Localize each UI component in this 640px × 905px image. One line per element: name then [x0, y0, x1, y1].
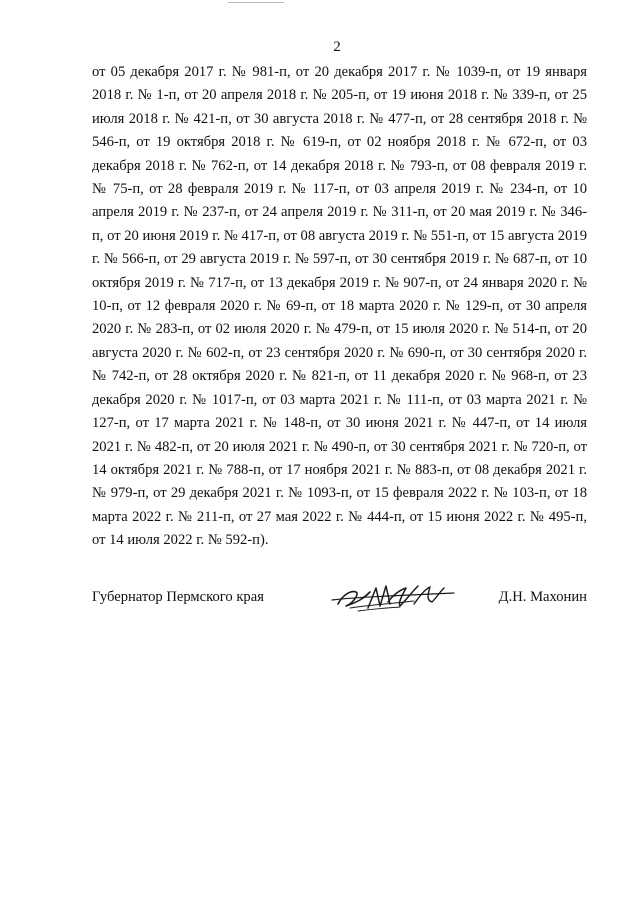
signer-title: Губернатор Пермского края	[92, 589, 264, 605]
top-edge-mark	[228, 2, 284, 3]
body-paragraph: от 05 декабря 2017 г. № 981-п, от 20 декабря 2017 г. № 1039-п, от 19 января 2018 г. № 1-п, от 20 апреля 2018 г. № 205-п, от 19 июня 2018 г. № 339-п, от 25 июля 2018 г. № 421-п, от 30 августа 2018 г. № 477-п, от 28 сентября 2018 г. № 546-п, от 19 октября 2018 г. № 619-п, от 02 ноября 2018 г. № 672-п, от 03 декабря 2018 г. № 762-п, от 14 декабря 2018 г. № 793-п, от 08 февраля 2019 г. № 75-п, от 28 февраля 2019 г. № 117-п, от 03 апреля 2019 г. № 234-п, от 10 апреля 2019 г. № 237-п, от 24 апреля 2019 г. № 311-п, от 20 мая 2019 г. № 346-п, от 20 июня 2019 г. № 417-п, от 08 августа 2019 г. № 551-п, от 15 августа 2019 г. № 566-п, от 29 августа 2019 г. № 597-п, от 30 сентября 2019 г. № 687-п, от 10 октября 2019 г. № 717-п, от 13 декабря 2019 г. № 907-п, от 24 января 2020 г. № 10-п, от 12 февраля 2020 г. № 69-п, от 18 марта 2020 г. № 129-п, от 30 апреля 2020 г. № 283-п, от 02 июля 2020 г. № 479-п, от 15 июля 2020 г. № 514-п, от 20 августа 2020 г. № 602-п, от 23 сентября 2020 г. № 690-п, от 30 сентября 2020 г. № 742-п, от 28 октября 2020 г. № 821-п, от 11 декабря 2020 г. № 968-п, от 23 декабря 2020 г. № 1017-п, от 03 марта 2021 г. № 111-п, от 03 марта 2021 г. № 127-п, от 17 марта 2021 г. № 148-п, от 30 июня 2021 г. № 447-п, от 14 июля 2021 г. № 482-п, от 20 июля 2021 г. № 490-п, от 30 сентября 2021 г. № 720-п, от 14 октября 2021 г. № 788-п, от 17 ноября 2021 г. № 883-п, от 08 декабря 2021 г. № 979-п, от 29 декабря 2021 г. № 1093-п, от 15 февраля 2022 г. № 103-п, от 18 марта 2022 г. № 211-п, от 27 мая 2022 г. № 444-п, от 15 июня 2022 г. № 495-п, от 14 июля 2022 г. № 592-п).	[92, 64, 587, 549]
signature-block	[92, 584, 587, 614]
handwritten-signature-icon	[328, 578, 458, 618]
signer-name: Д.Н. Махонин	[498, 589, 587, 605]
page-number: 2	[333, 39, 341, 55]
